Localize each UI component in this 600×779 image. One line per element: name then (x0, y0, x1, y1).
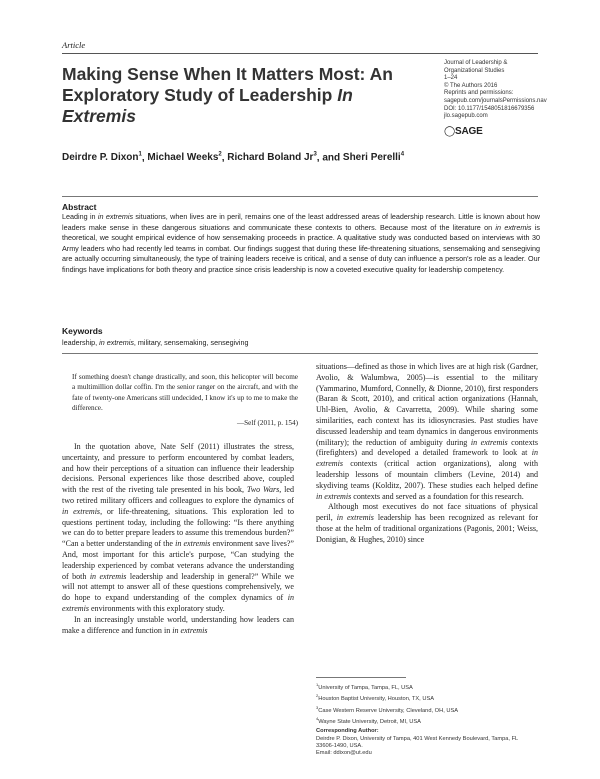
text-run: , led two retired military officers and colleagues to explore the dynamics of (62, 485, 294, 506)
journal-info-line[interactable]: Reprints and permissions: (444, 90, 514, 97)
text-run: situations, when lives are in peril, remains one of the least addressed areas of leadership research. Little is known about how leaders make sense in these dangerous situations and communicate these contexts to others. Because most of the literature on (62, 212, 540, 232)
author-affiliation-marker: 2 (218, 152, 222, 158)
sage-logo (444, 126, 483, 137)
text-run: In the quotation above, Nate Self (2011) illustrates the stress, uncertainty, and pressure to perform encountered by combat leaders, and how their perceptions of a situation can influence their leadership decisions. Personal experiences like those described above, coupled with the rest of the riveting tale presented in his book, (62, 442, 294, 495)
article-type-label: Article (62, 40, 86, 50)
body-paragraph (62, 442, 294, 615)
text-run: environment save lives?” And, most important for this article's purpose, “Can studying the leadership experienced by combat veterans advance the understanding of both (62, 539, 294, 581)
author-affiliation-marker: 3 (313, 152, 317, 158)
journal-info-line: © The Authors 2016 (444, 82, 498, 89)
body-column-left (62, 364, 298, 636)
journal-info-line: 1–24 (444, 75, 458, 82)
text-run: contexts (critical action organizations), along with leadership lessons of mountain climbers (Levine, 2014) and skydiving teams (Kolditz, 2007). These studies each helped define (316, 459, 538, 490)
author-affiliation-marker: 1 (138, 152, 142, 158)
body-column-right (316, 362, 538, 546)
text-run: situations—defined as those in which lives are at high risk (Gardner, Avolio, & Walumbwa, 2005)—is essential to the military (Yammarino, Mumford, Connelly, & Dionne, 2010), first responders (Baran & Scott, 2010), and critical action organizations (Hannah, Uhl-Bien, Avolio, & Cavarretta, 2009). While sharing some similarities, each context has its idiosyncrasies. Past studies have discussed leadership and team dynamics in dangerous environments (military); the reduction of ambiguity during (316, 362, 538, 447)
text-run: Leading in (62, 212, 98, 221)
header-divider (62, 53, 538, 54)
text-run: leadership, (62, 338, 100, 347)
author-affiliations (316, 681, 536, 758)
article-title (62, 64, 402, 127)
italic-run: in extremis (316, 491, 352, 501)
keywords-body (62, 338, 248, 347)
author-name: Richard Boland Jr$^3$ (227, 152, 317, 164)
author-name: Deirdre P. Dixon$^1$ (62, 152, 142, 164)
title-main: Making Sense When It Matters Most: An Exploratory Study of Leadership (62, 64, 393, 105)
journal-info-line[interactable]: DOI: 10.1177/1548051816679356 (444, 105, 535, 112)
epigraph (72, 372, 298, 428)
title-italic: In Extremis (62, 85, 353, 126)
corresponding-author-details (316, 736, 536, 758)
italic-run: in extremis (62, 593, 294, 613)
text-run: In an increasingly unstable world, understanding how leaders can make a difference and function in (62, 614, 294, 635)
journal-info-line[interactable]: sagepub.com/journalsPermissions.nav (444, 97, 547, 104)
journal-info-line: Journal of Leadership & (444, 60, 508, 66)
italic-run: in extremis (175, 539, 211, 549)
text-run: contexts and served as a foundation for this research. (351, 491, 524, 501)
author-name: Sheri Perelli$^4$ (342, 152, 405, 164)
body-paragraph (316, 502, 538, 545)
body-paragraph (316, 362, 538, 502)
affiliation-line: $^4$Wayne State University, Detroit, MI, USA (316, 715, 421, 725)
italic-run: Two Wars (246, 485, 280, 495)
italic-run: in extremis (97, 212, 134, 221)
italic-run: in extremis (316, 448, 538, 469)
abstract-heading: Abstract (62, 202, 97, 212)
italic-run: in extremis (336, 513, 374, 523)
italic-run: in extremis (172, 625, 208, 635)
journal-info-line: Organizational Studies (444, 67, 505, 74)
italic-run: in extremis (470, 437, 508, 447)
epigraph-text: If something doesn't change drastically, and soon, this helicopter will become a multimillion dollar coffin. I'm the senior ranger on the aircraft, and with the fate of twenty-one Americans still undecided, I know it's up to me to make the difference. (72, 373, 298, 413)
affiliation-line: $^3$Case Western Reserve University, Cleveland, OH, USA (316, 704, 459, 714)
text-run: leadership has been recognized as relevant for those at the helm of traditional organizations (Pagonis, 2001; Weiss, Donigian, & Hughes, 2010) since (316, 513, 538, 544)
italic-run: in extremis (99, 338, 134, 347)
footnote-divider (316, 677, 406, 678)
abstract-top-divider (62, 196, 538, 197)
italic-run: in extremis (89, 571, 127, 581)
italic-run: in extremis (495, 222, 532, 232)
affiliation-list (316, 681, 536, 726)
author-affiliation-marker: 4 (400, 152, 405, 158)
journal-info-line[interactable]: jlo.sagepub.com (444, 113, 488, 120)
affiliation-line: $^2$Houston Baptist University, Houston, TX, USA (316, 693, 435, 703)
text-run: environments with this exploratory study. (88, 603, 225, 613)
sage-logo-mark-icon: ◯ (444, 126, 455, 137)
text-run: Although most executives do not face situations of physical peril, (316, 502, 538, 523)
text-run: leadership and leadership in general?” While we will not attempt to answer all of these questions comprehensively, we do hope to expand understanding of the complex dynamics of (62, 571, 294, 603)
italic-run: in extremis (62, 506, 101, 516)
text-run: , or life-threatening, situations. This exploration led to questions pertinent today, including the following: “Is there anything we can do to better prepare leaders to assume this tremendous burden?” “Can a better understanding of the (62, 506, 294, 549)
author-list: Deirdre P. Dixon$^1$, Michael Weeks$^2$, Richard Boland Jr$^3$, and Sheri Perelli$^4$ (62, 152, 405, 164)
epigraph-citation: —Self (2011, p. 154) (236, 418, 298, 427)
text-run: , military, sensemaking, sensegiving (133, 338, 249, 347)
corresponding-address: Deirdre P. Dixon, University of Tampa, 401 West Kennedy Boulevard, Tampa, FL 33606-1490, USA. (316, 735, 519, 749)
author-name: Michael Weeks$^2$ (147, 152, 222, 164)
abstract-bottom-divider (62, 353, 538, 354)
text-run: is theoretical, we sought empirical evidence of how sensemaking proceeds in practice. A qualitative study was conducted based on interviews with 30 Army leaders who had recently led teams in combat. Our findings suggest that during these life-threatening situations, sensemaking and sensegiving are actually occurring simultaneously, the type of training leaders receive is critical, and a sense of duty can influence a person's role as a leader. Our findings have implications for both theory and practice since crisis leadership is now a coveted executive quality for leadership competency. (62, 222, 541, 274)
affiliation-line: $^1$University of Tampa, Tampa, FL, USA (316, 682, 413, 691)
journal-info (444, 60, 564, 121)
corresponding-email[interactable]: Email: ddixon@ut.edu (316, 750, 372, 757)
sage-logo-text: SAGE (455, 126, 483, 137)
text-run: contexts (firefighters) and developed a detailed framework to look at (316, 437, 538, 458)
body-paragraph (62, 615, 294, 637)
keywords-heading: Keywords (62, 326, 103, 336)
abstract-body (62, 212, 540, 276)
corresponding-author-heading: Corresponding Author: (316, 728, 379, 735)
